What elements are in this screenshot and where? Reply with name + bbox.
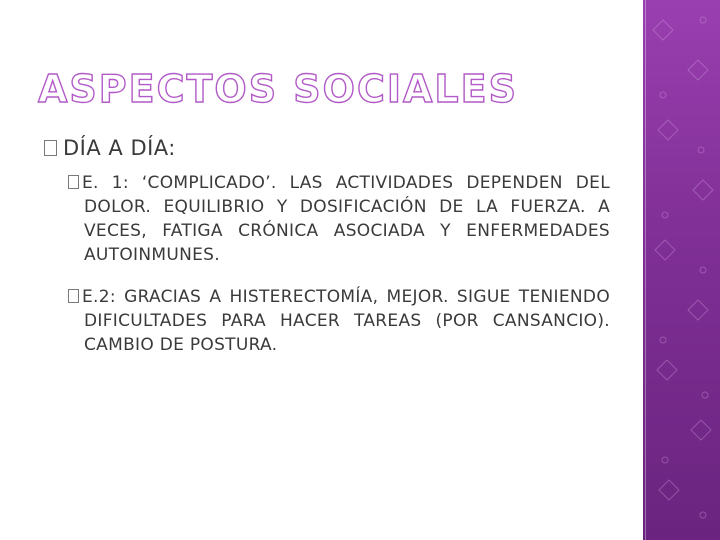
bullet-day-to-day: [44, 136, 176, 160]
bullet-label: DÍA A DÍA:: [63, 136, 176, 160]
sub-bullet-text: E. 1: ‘COMPLICADO’. LAS ACTIVIDADES DEPENDEN DEL DOLOR. EQUILIBRIO Y DOSIFICACIÓN DE LA FUERZA. A VECES, FATIGA CRÓNICA ASOCIADA Y ENFERMEDADES AUTOINMUNES.: [82, 173, 610, 265]
panel-pattern: [643, 0, 720, 540]
sub-bullet-text: E.2: GRACIAS A HISTERECTOMÍA, MEJOR. SIGUE TENIENDO DIFICULTADES PARA HACER TAREAS (POR CANSANCIO). CAMBIO DE POSTURA.: [82, 287, 610, 355]
sub-bullet-item: [68, 171, 610, 267]
slide-title: ASPECTOS SOCIALES: [38, 67, 518, 111]
sub-bullet-item: [68, 285, 610, 357]
bullet-box-icon: [68, 289, 79, 303]
bullet-box-icon: [68, 175, 79, 189]
bullet-box-icon: [44, 140, 57, 156]
decorative-side-panel: [643, 0, 720, 540]
